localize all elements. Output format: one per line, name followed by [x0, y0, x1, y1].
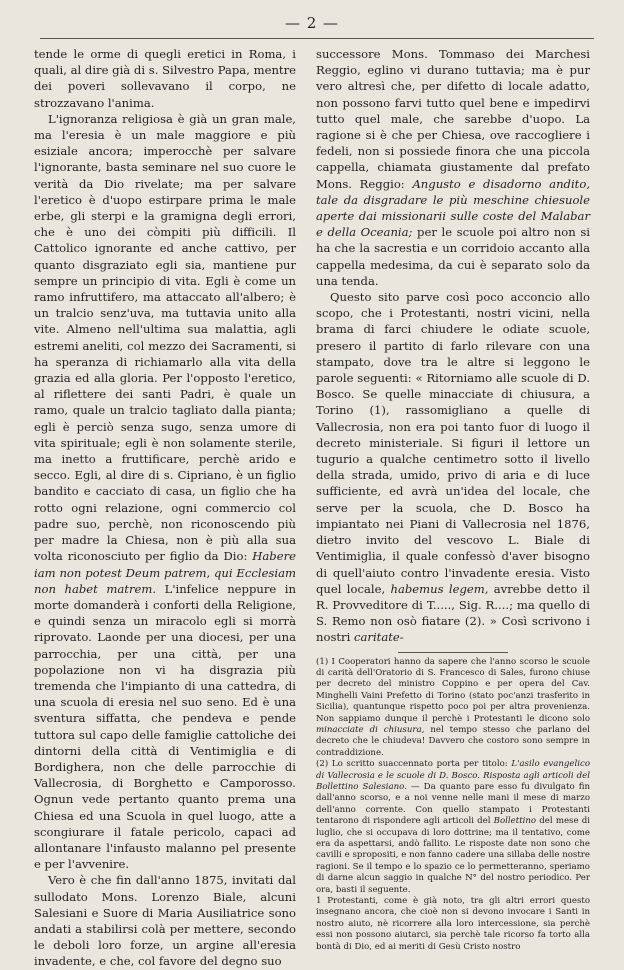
footnote: [316, 657, 590, 760]
header-rule: [40, 38, 594, 39]
text-run: avrebbe detto il R. Provveditore di T....., Sig. R....; ma quello di S. Remo non osò fiatare (2). » Così scrivono i nostri: [316, 581, 590, 645]
text-run: L'infelice neppure in morte domanderà i conforti della Religione, e quindi senza un miracolo egli si morrà riprovato. Laonde per una diocesi, per una parrocchia, per una città, per una popolazione non vi ha disgrazia più tremenda che l'impianto di una cattedra, di una scuola di eresia nel suo seno. Ed è una sventura siffatta, che pendeva e pende tuttora sul capo delle famiglie cattoliche dei dintorni della città di Ventimiglia e di Bordighera, non che delle parrocchie di Vallecrosia, di Borghetto e Camporosso. Ognun vede pertanto quanto prema una Chiesa ed una Scuola in quel luogo, atte a scongiurare il fatale pericolo, capaci ad allontanare l'infausto malanno pel presente e per l'avvenire.: [34, 581, 296, 872]
footnote-rule: [398, 652, 508, 653]
text-run: successore Mons. Tommaso dei Marchesi Reggio, eglino vi durano tuttavia; ma è pur vero altresì che, per difetto di locale adatto, non possono farvi tutto quel bene e impedirvi tutto quel male, che sarebbe d'uopo. La ragione si è che per Chiesa, ove raccogliere i fedeli, non si possiede finora che una piccola cappella, chiamata giustamente dal prefato Mons. Reggio:: [316, 47, 590, 191]
footnote: [316, 759, 590, 896]
text-run: del mese di luglio, che si occupava di loro dottrine; ma il tentativo, come era da aspettarsi, andò fallito. Le risposte date non sono che cavilli e spropositi, e non fanno cadere una sillaba delle nostre ragioni. Se il tempo e lo spazio ce lo permetteranno, speriamo di darne alcun saggio in qualche N° del nostro periodico. Per ora, basti il seguente.: [316, 816, 590, 895]
italic-text: L'asilo evangelico di Vallecrosia e le scuole di D. Bosco. Risposta agli articoli del Bollettino Salesiano.: [316, 759, 590, 792]
paragraph: [34, 872, 296, 969]
italic-text: minacciate di chiusura,: [316, 724, 425, 735]
text-run: L'ignoranza religiosa è già un gran male, ma l'eresia è un male maggiore e più esiziale ancora; imperocchè per salvare l'ignorante, basta seminare nel suo cuore le verità da Dio rivelate; ma per salvare l'eretico è d'uopo estirpare prima le male erbe, gli sterpi e la gramigna degli errori, che è uno dei còmpiti più difficili. Il Cattolico ignorante ed anche cattivo, per quanto disgraziato egli sia, mantiene pur sempre un principio di vita. Egli è come un ramo infruttifero, ma attaccato all'albero; è un tralcio senz'uva, ma tuttavia unito alla vite. Almeno nell'ultima sua malattia, agli estremi aneliti, col mezzo dei Sacramenti, si ha speranza di richiamarlo alla vita della grazia ed alla gloria. Per l'opposto l'eretico, al riflettere dei santi Padri, è quale un ramo, quale un tralcio tagliato dalla pianta; egli è perciò senza sugo, senza umore di vita spirituale; egli è non solamente sterile, ma inetto a fruttificare, perchè arido e secco. Egli, al dire di s. Cipriano, è un figlio bandito e cacciato di casa, un figlio che ha rotto ogni relazione, ogni commercio col padre suo, perchè, non riconoscendo più per madre la Chiesa, non è più alla sua volta riconosciuto per figlio da Dio:: [34, 111, 296, 564]
italic-text: Angusto e disadorno andito, tale da disgradare le più meschine chiesuole aperte dai missionarii sulle coste del Malabar e della Oceania;: [316, 176, 590, 240]
paragraph: [316, 289, 590, 645]
text-run: nel tempo stesso che parlano del decreto che le chiudeva! Davvero che costoro sono sempre in contraddizione.: [316, 724, 590, 758]
paragraph: [34, 111, 296, 873]
left-column: [34, 46, 296, 970]
page-number: — 2 —: [284, 14, 340, 32]
italic-text: habemus legem,: [390, 581, 489, 596]
footnote: [316, 896, 590, 953]
text-run: — Da quanto pare esso fu divulgato fin dall'anno scorso, e a noi venne nelle mani il mese di marzo dell'anno corrente. Con quello stampato i Protestanti tentarono di rispondere agli articoli del: [316, 781, 590, 827]
text-run: (1) I Cooperatori hanno da sapere che l'anno scorso le scuole di carità dell'Oratorio di S. Francesco di Sales, furono chiuse per decreto del ministro Coppino e per opera del Cav. Minghelli Vaini Prefetto di Torino (stato poc'anzi trasferito in Sicilia), quantunque rispetto poco poi per altra provenienza. Non sappiamo dunque il perchè i Protestanti le dicono solo: [316, 656, 590, 724]
text-run: tende le orme di quegli eretici in Roma, i quali, al dire già di s. Silvestro Papa, mentre dei poveri sollevavano il corpo, ne strozzavano l'anima.: [34, 47, 296, 110]
text-run: Vero è che fin dall'anno 1875, invitati dal sullodato Mons. Lorenzo Biale, alcuni Salesiani e Suore di Maria Ausiliatrice sono andati a stabilirsi colà per mettere, secondo le deboli loro forze, un argine all'eresia invadente, e che, col favore del degno suo: [34, 873, 296, 969]
italic-text: caritate-: [354, 630, 404, 645]
text-run: Questo sito parve così poco acconcio allo scopo, che i Protestanti, nostri vicini, nella brama di farci chiudere le odiate scuole, presero il partito di farlo rilevare con una stampato, dove tra le altre si leggono le parole seguenti: « Ritorniamo alle scuole di D. Bosco. Se quelle minacciate di chiusura, a Torino (1), rassomigliano a quelle di Vallecrosia, non era poi tanto fuor di luogo il decreto ministeriale. Si figuri il lettore un tugurio a qualche centimetro sotto il livello della strada, umido, privo di aria e di luce sufficiente, ed avrà un'idea del locale, che serve per la scuola, che D. Bosco ha impiantato nei Piani di Vallecrosia nel 1876, dietro invito del vescovo L. Biale di Ventimiglia, il quale confessò d'aver bisogno di quell'aiuto contro l'invadente eresia. Visto quel locale,: [316, 290, 590, 596]
right-column: [316, 46, 590, 953]
italic-text: Habere iam non potest Deum patrem, qui Ecclesiam non habet matrem.: [34, 549, 296, 596]
paragraph: [316, 46, 590, 289]
paragraph: [34, 46, 296, 111]
text-run: (2) Lo scritto suaccennato porta per titolo:: [316, 759, 512, 770]
text-run: 1 Protestanti, come è già noto, tra gli altri errori questo insegnano ancora, che cioè non si devono invocare i Santi in nostro aiuto, nè ricorrere alla loro intercessione, sia perchè essi non possono aiutarci, sia perchè tale ricorso fa torto alla bontà di Dio, ed ai meriti di Gesù Cristo nostro: [316, 896, 590, 952]
italic-text: Bollettino: [493, 816, 537, 827]
text-run: per le scuole poi altro non si ha che la sacrestia e un corridoio accanto alla cappella medesima, da cui è separato solo da una tenda.: [316, 225, 591, 288]
